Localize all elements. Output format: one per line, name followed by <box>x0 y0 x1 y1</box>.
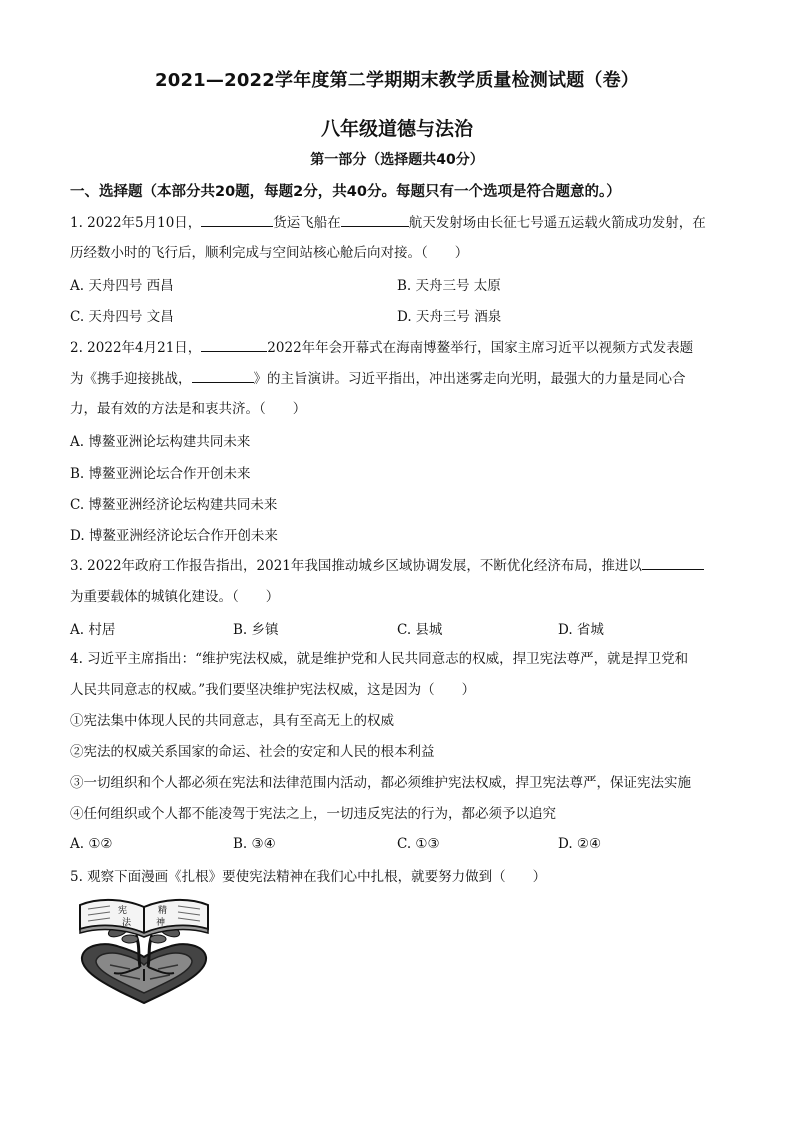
q3-line-1 <box>70 555 730 576</box>
q2-option-c: C. 博鳌亚洲经济论坛构建共同未来 <box>70 497 278 513</box>
cartoon-rooting-image <box>70 895 218 1007</box>
q1-option-a: A. 天舟四号 西昌 <box>70 278 174 294</box>
q1-line-1 <box>70 212 730 233</box>
q3-line-2: 为重要载体的城镇化建设。（ ） <box>70 589 280 605</box>
q4-option-c: C. ①③ <box>397 836 440 852</box>
section-heading: 一、选择题（本部分共20题，每题2分，共40分。每题只有一个选项是符合题意的。） <box>70 184 621 200</box>
q3-option-c: C. 县城 <box>397 622 443 638</box>
q1-text-c: 航天发射场由长征七号遥五运载火箭成功发射，在 <box>408 215 706 231</box>
q3-blank <box>642 555 704 570</box>
q1-option-d: D. 天舟三号 酒泉 <box>397 309 502 325</box>
q4-statement-4: ④任何组织或个人都不能凌驾于宪法之上，一切违反宪法的行为，都必须予以追究 <box>70 806 556 822</box>
exam-title: 2021—2022学年度第二学期期末教学质量检测试题（卷） <box>155 70 639 91</box>
q2-text-c: 为《携手迎接挑战， <box>70 371 192 387</box>
q2-option-a: A. 博鳌亚洲论坛构建共同未来 <box>70 434 251 450</box>
subject-title: 八年级道德与法治 <box>320 118 473 140</box>
q4-option-a: A. ①② <box>70 836 113 852</box>
q4-statement-2: ②宪法的权威关系国家的命运、社会的安定和人民的根本利益 <box>70 744 435 760</box>
cartoon-char-1: 宪 <box>118 906 128 916</box>
cartoon-char-4: 神 <box>156 918 166 928</box>
q4-option-d: D. ②④ <box>558 836 602 852</box>
q1-option-b: B. 天舟三号 太原 <box>397 278 501 294</box>
q2-blank-1 <box>201 337 267 352</box>
q2-blank-2 <box>192 368 254 383</box>
cartoon-char-2: 法 <box>122 918 132 928</box>
q2-line-2 <box>70 368 730 389</box>
cartoon-char-3: 精 <box>158 906 168 916</box>
q2-line-1 <box>70 337 730 358</box>
q2-option-d: D. 博鳌亚洲经济论坛合作开创未来 <box>70 528 278 544</box>
q2-option-b: B. 博鳌亚洲论坛合作开创未来 <box>70 466 251 482</box>
q5-line-1: 5. 观察下面漫画《扎根》要使宪法精神在我们心中扎根，就要努力做到（ ） <box>70 869 547 885</box>
q3-option-b: B. 乡镇 <box>233 622 279 638</box>
q4-line-2: 人民共同意志的权威。”我们要坚决维护宪法权威，这是因为（ ） <box>70 682 476 698</box>
q2-text-a: 2. 2022年4月21日， <box>70 340 202 356</box>
q1-line-2: 历经数小时的飞行后，顺利完成与空间站核心舱后向对接。（ ） <box>70 245 469 261</box>
q4-line-1: 4. 习近平主席指出：“维护宪法权威，就是维护党和人民共同意志的权威，捍卫宪法尊严，就是捍卫党和 <box>70 651 689 667</box>
q1-option-c: C. 天舟四号 文昌 <box>70 309 174 325</box>
q4-option-b: B. ③④ <box>233 836 276 852</box>
q3-option-a: A. 村居 <box>70 622 116 638</box>
q1-blank-1 <box>201 212 273 227</box>
q4-statement-3: ③一切组织和个人都必须在宪法和法律范围内活动，都必须维护宪法权威，捍卫宪法尊严，保证宪法实施 <box>70 775 691 791</box>
q1-blank-2 <box>341 212 409 227</box>
q3-option-d: D. 省城 <box>558 622 604 638</box>
q2-line-3: 力，最有效的方法是和衷共济。（ ） <box>70 401 307 417</box>
q1-text-b: 货运飞船在 <box>273 215 341 231</box>
cartoon-rooting-svg <box>70 895 218 1007</box>
q2-text-b: 2022年年会开幕式在海南博鳌举行，国家主席习近平以视频方式发表题 <box>267 340 694 356</box>
part-title: 第一部分（选择题共40分） <box>310 152 484 168</box>
q2-text-d: 》的主旨演讲。习近平指出，冲出迷雾走向光明，最强大的力量是同心合 <box>253 371 686 387</box>
q3-text-a: 3. 2022年政府工作报告指出，2021年我国推动城乡区域协调发展，不断优化经济布局，推进以 <box>70 558 642 574</box>
q1-text-a: 1. 2022年5月10日， <box>70 215 202 231</box>
q4-statement-1: ①宪法集中体现人民的共同意志，具有至高无上的权威 <box>70 713 394 729</box>
